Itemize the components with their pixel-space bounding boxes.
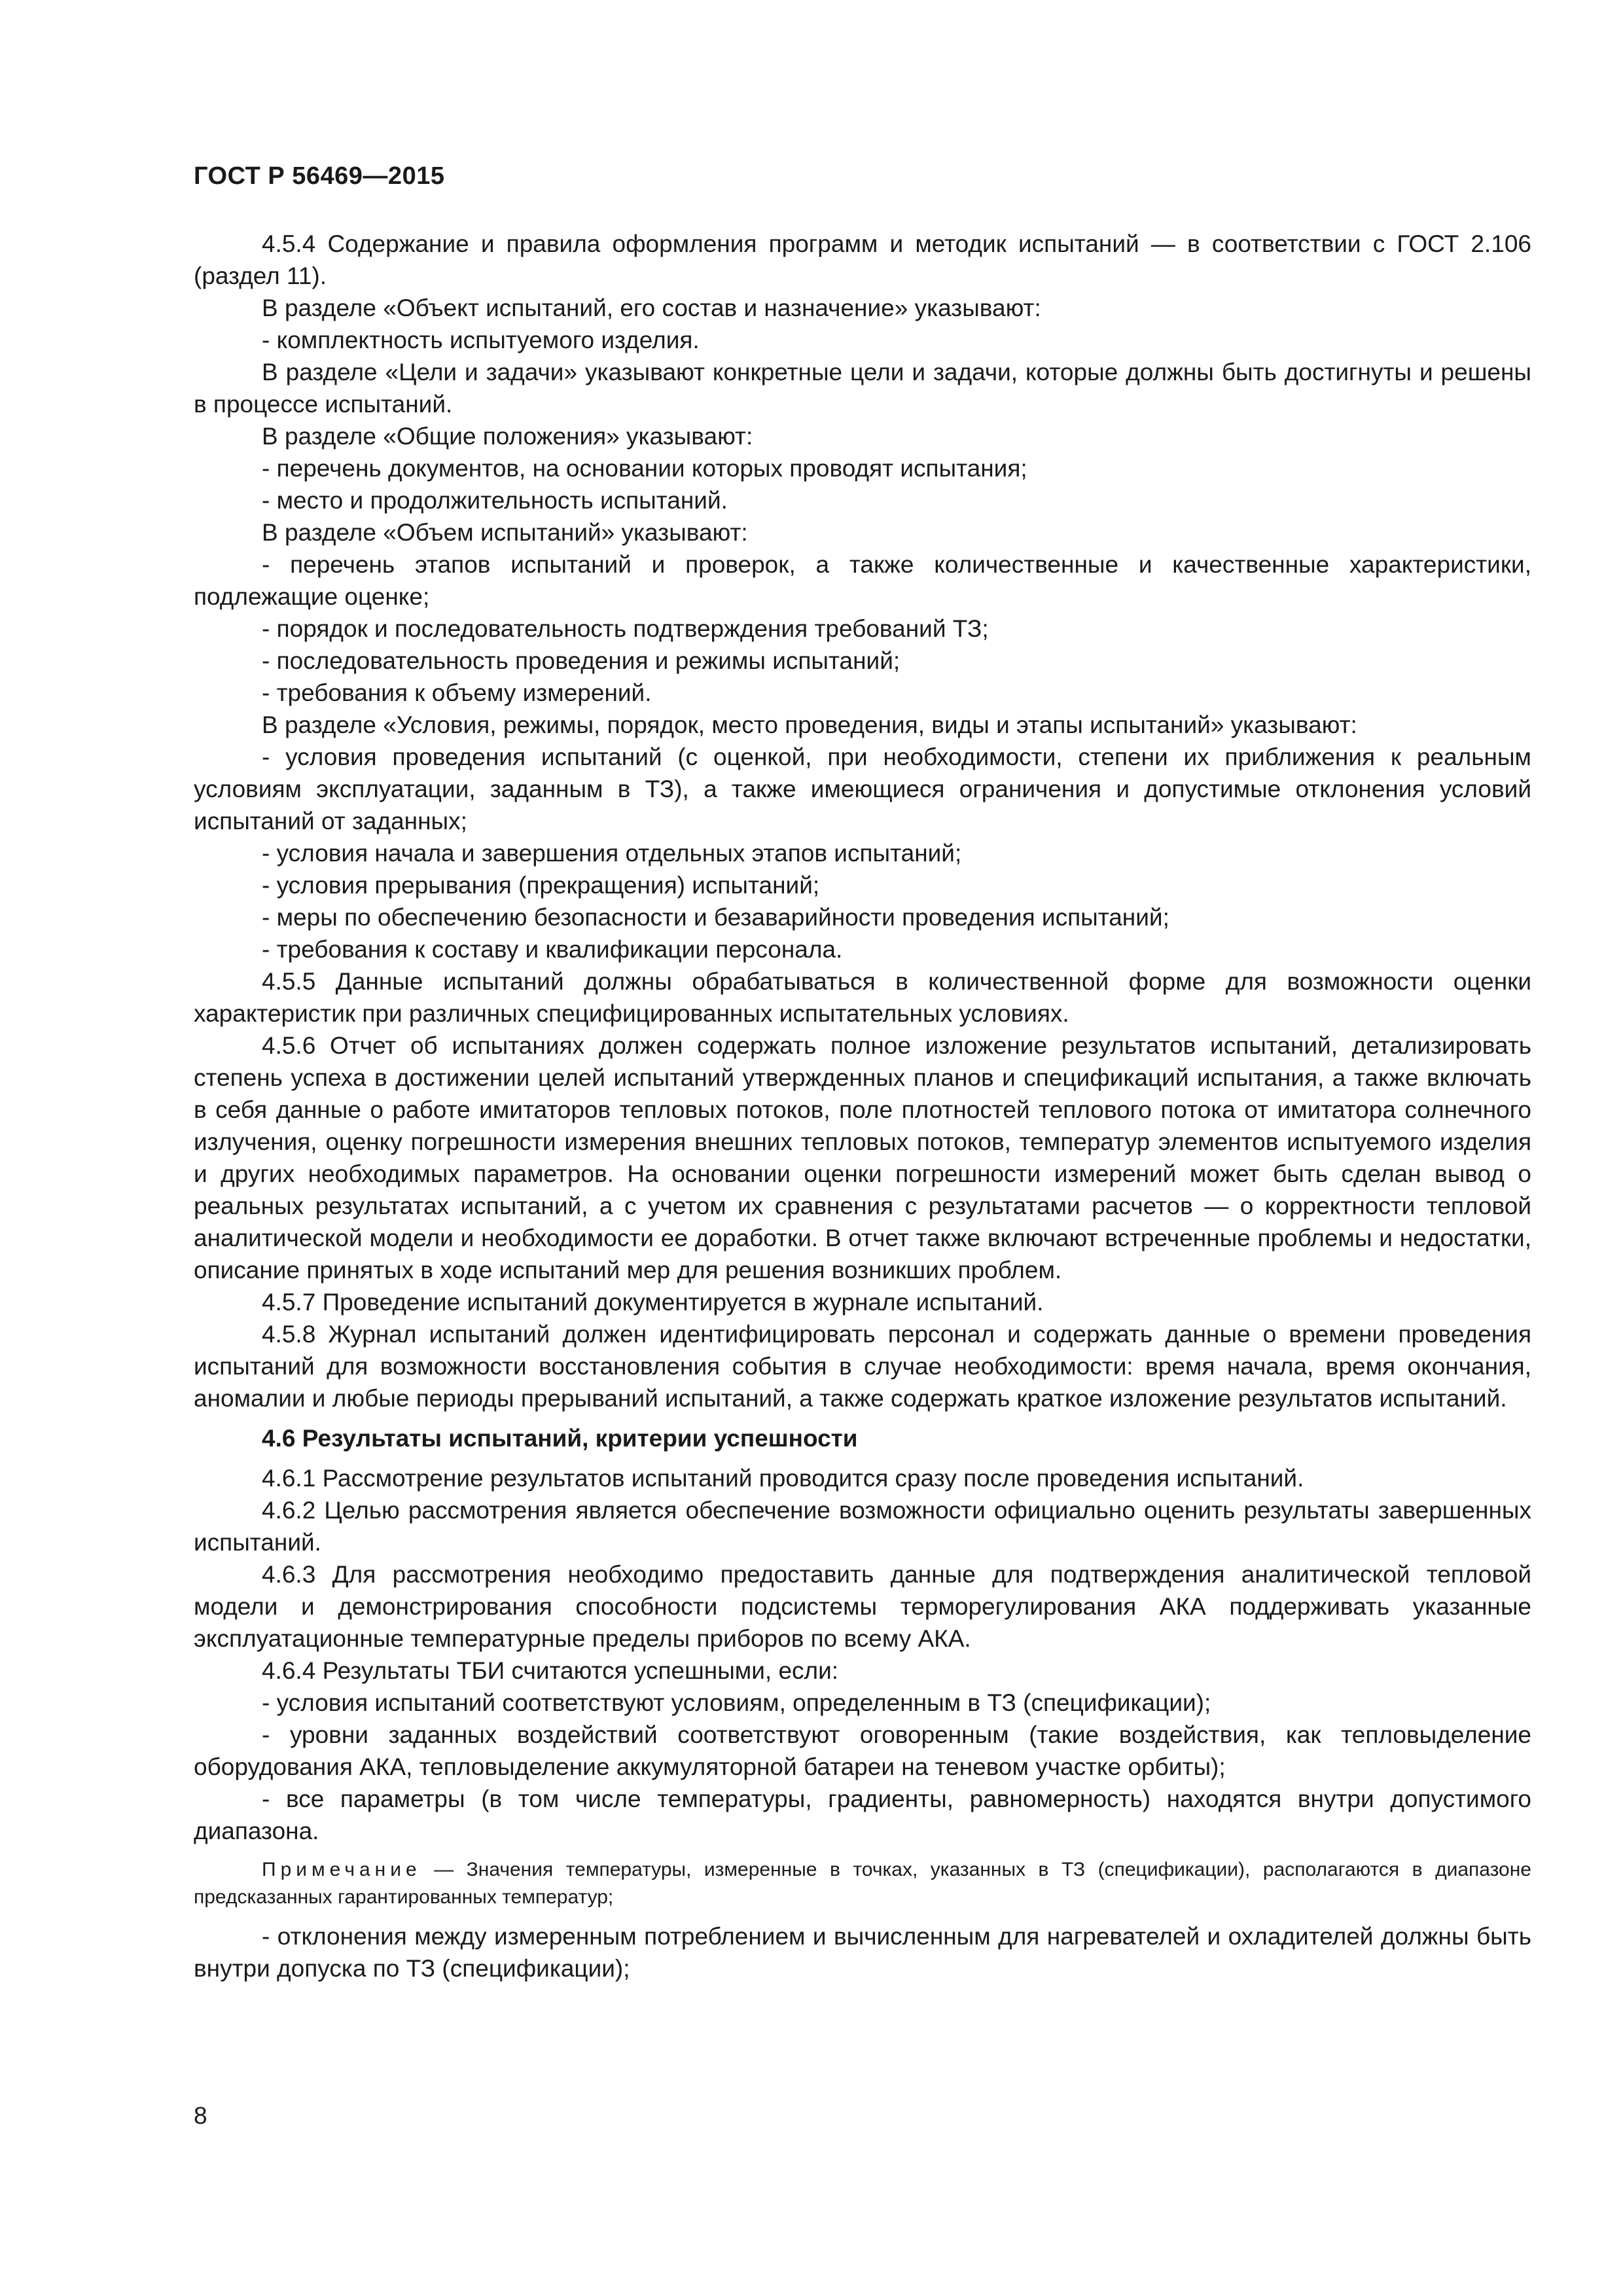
paragraph: 4.5.5 Данные испытаний должны обрабатываться в количественной форме для возможности оценки характеристик при различных специфицированных испытательных условиях. xyxy=(194,968,1531,1027)
paragraph: - отклонения между измеренным потреблением и вычисленным для нагревателей и охладителей должны быть внутри допуска по ТЗ (спецификации); xyxy=(194,1923,1531,1982)
paragraph: 4.6.1 Рассмотрение результатов испытаний проводится сразу после проведения испытаний. xyxy=(262,1465,1304,1492)
paragraph: 4.5.7 Проведение испытаний документируется в журнале испытаний. xyxy=(262,1289,1044,1316)
paragraph: 4.6.4 Результаты ТБИ считаются успешными, если: xyxy=(262,1657,839,1684)
paragraph: - условия прерывания (прекращения) испытаний; xyxy=(262,872,820,899)
paragraph: - перечень документов, на основании которых проводят испытания; xyxy=(262,455,1027,482)
paragraph: В разделе «Условия, режимы, порядок, место проведения, виды и этапы испытаний» указывают: xyxy=(262,711,1357,738)
note xyxy=(194,1856,1531,1911)
paragraph: - уровни заданных воздействий соответствуют оговоренным (такие воздействия, как тепловыделение оборудования АКА, тепловыделение аккумуляторной батареи на теневом участке орбиты); xyxy=(194,1721,1531,1780)
paragraph: - условия начала и завершения отдельных этапов испытаний; xyxy=(262,840,962,867)
paragraph: - условия испытаний соответствуют условиям, определенным в ТЗ (спецификации); xyxy=(262,1689,1211,1716)
paragraph: - последовательность проведения и режимы испытаний; xyxy=(262,647,901,674)
paragraph: - требования к объему измерений. xyxy=(262,679,652,706)
paragraph: В разделе «Общие положения» указывают: xyxy=(262,423,753,450)
paragraph: - место и продолжительность испытаний. xyxy=(262,487,728,514)
paragraph: - условия проведения испытаний (с оценкой, при необходимости, степени их приближения к реальным условиям эксплуатации, заданным в ТЗ), а также имеющиеся ограничения и допустимые отклонения условий испытаний от заданных; xyxy=(194,744,1531,834)
paragraph: - требования к составу и квалификации персонала. xyxy=(262,936,843,963)
paragraph: 4.5.4 Содержание и правила оформления программ и методик испытаний — в соответствии с ГОСТ 2.106 (раздел 11). xyxy=(194,230,1531,289)
paragraph: В разделе «Объект испытаний, его состав и назначение» указывают: xyxy=(262,295,1041,321)
paragraph: В разделе «Цели и задачи» указывают конкретные цели и задачи, которые должны быть достигнуты и решены в процессе испытаний. xyxy=(194,359,1531,418)
paragraph: - перечень этапов испытаний и проверок, а также количественные и качественные характеристики, подлежащие оценке; xyxy=(194,551,1531,610)
document-body xyxy=(194,228,1531,1984)
paragraph: - комплектность испытуемого изделия. xyxy=(262,327,700,353)
note-label: Примечание xyxy=(262,1859,421,1880)
page-number: 8 xyxy=(194,2102,207,2129)
paragraph: 4.5.6 Отчет об испытаниях должен содержать полное изложение результатов испытаний, детализировать степень успеха в достижении целей испытаний утвержденных планов и спецификаций испытания, а также включать в себя данные о работе имитаторов тепловых потоков, поле плотностей теплового потока от имитатора солнечного излучения, оценку погрешности измерения внешних тепловых потоков, температур элементов испытуемого изделия и других необходимых параметров. На основании оценки погрешности измерений может быть сделан вывод о реальных результатах испытаний, а с учетом их сравнения с результатами расчетов — о корректности тепловой аналитической модели и необходимости ее доработки. В отчет также включают встреченные проблемы и недостатки, описание принятых в ходе испытаний мер для решения возникших проблем. xyxy=(194,1032,1531,1283)
paragraph: В разделе «Объем испытаний» указывают: xyxy=(262,519,748,546)
paragraph: 4.6.2 Целью рассмотрения является обеспечение возможности официально оценить результаты завершенных испытаний. xyxy=(194,1497,1531,1556)
paragraph: 4.6.3 Для рассмотрения необходимо предоставить данные для подтверждения аналитической тепловой модели и демонстрирования способности подсистемы терморегулирования АКА поддерживать указанные эксплуатационные температурные пределы приборов по всему АКА. xyxy=(194,1561,1531,1652)
section-title: 4.6 Результаты испытаний, критерии успешности xyxy=(262,1425,858,1452)
paragraph: 4.5.8 Журнал испытаний должен идентифицировать персонал и содержать данные о времени проведения испытаний для возможности восстановления события в случае необходимости: время начала, время окончания, аномалии и любые периоды прерываний испытаний, а также содержать краткое изложение результатов испытаний. xyxy=(194,1321,1531,1412)
paragraph: - порядок и последовательность подтверждения требований ТЗ; xyxy=(262,615,989,642)
paragraph: - меры по обеспечению безопасности и безаварийности проведения испытаний; xyxy=(262,904,1169,931)
note-text: — Значения температуры, измеренные в точках, указанных в ТЗ (спецификации), располагаются в диапазоне предсказанных гарантированных температур; xyxy=(194,1859,1531,1908)
paragraph: - все параметры (в том числе температуры, градиенты, равномерность) находятся внутри допустимого диапазона. xyxy=(194,1785,1531,1844)
document-header: ГОСТ Р 56469—2015 xyxy=(194,162,445,190)
